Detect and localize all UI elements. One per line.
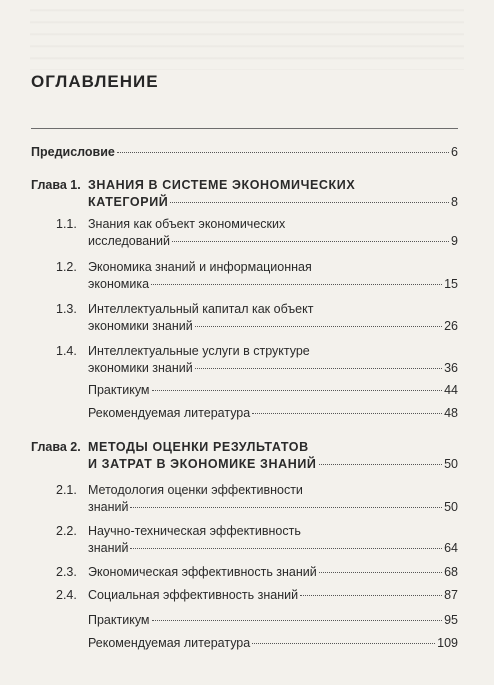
section-title-line: Социальная эффективность знаний — [88, 588, 299, 602]
leader-dots — [319, 464, 443, 465]
leader-dots — [152, 390, 443, 391]
section-title-line: знаний — [88, 541, 129, 555]
page-number: 109 — [437, 636, 458, 650]
leader-dots — [130, 507, 442, 508]
leader-dots — [117, 152, 449, 153]
section-title-line: экономики знаний — [88, 319, 193, 333]
page-number: 50 — [444, 457, 458, 471]
leader-dots — [300, 595, 442, 596]
section-number: 2.2. — [56, 524, 77, 538]
page-number: 6 — [451, 145, 458, 159]
section-title-line: Интеллектуальный капитал как объект — [88, 302, 314, 316]
leader-dots — [170, 202, 449, 203]
section-title-line: Экономическая эффективность знаний — [88, 565, 317, 579]
section-number: 2.4. — [56, 588, 77, 602]
section-number: 2.1. — [56, 483, 77, 497]
section-title-line: Практикум — [88, 383, 150, 397]
leader-dots — [195, 326, 442, 327]
section-title-line: исследований — [88, 234, 171, 248]
section-number: 1.1. — [56, 217, 77, 231]
leader-dots — [252, 643, 435, 644]
page-number: 95 — [444, 613, 458, 627]
chapter-title-line: ЗНАНИЯ В СИСТЕМЕ ЭКОНОМИЧЕСКИХ — [88, 178, 356, 192]
preface-label: Предисловие — [31, 145, 115, 159]
section-title-line: Экономика знаний и информационная — [88, 260, 312, 274]
section-title-line: Рекомендуемая литература — [88, 636, 251, 650]
section-title-line: Рекомендуемая литература — [88, 406, 251, 420]
page-number: 15 — [444, 277, 458, 291]
page-number: 26 — [444, 319, 458, 333]
page-number: 64 — [444, 541, 458, 555]
leader-dots — [252, 413, 442, 414]
section-title-line: Методология оценки эффективности — [88, 483, 303, 497]
leader-dots — [151, 284, 442, 285]
section-number: 1.2. — [56, 260, 77, 274]
leader-dots — [130, 548, 442, 549]
page-number: 44 — [444, 383, 458, 397]
chapter-title-line: МЕТОДЫ ОЦЕНКИ РЕЗУЛЬТАТОВ — [88, 440, 309, 454]
section-title-line: экономика — [88, 277, 150, 291]
chapter-number: Глава 2. — [31, 440, 81, 454]
heading-rule — [31, 128, 458, 129]
page-number: 8 — [451, 195, 458, 209]
section-title-line: знаний — [88, 500, 129, 514]
page-number: 50 — [444, 500, 458, 514]
page-number: 48 — [444, 406, 458, 420]
leader-dots — [152, 620, 443, 621]
page-number: 68 — [444, 565, 458, 579]
section-number: 2.3. — [56, 565, 77, 579]
page-number: 36 — [444, 361, 458, 375]
page-title: ОГЛАВЛЕНИЕ — [31, 72, 159, 91]
section-title-line: экономики знаний — [88, 361, 193, 375]
leader-dots — [319, 572, 442, 573]
chapter-title-line: И ЗАТРАТ В ЭКОНОМИКЕ ЗНАНИЙ — [88, 457, 317, 471]
toc-preface[interactable] — [31, 144, 458, 161]
leader-dots — [195, 368, 442, 369]
section-title-line: Интеллектуальные услуги в структуре — [88, 344, 310, 358]
chapter-title-line: КАТЕГОРИЙ — [88, 195, 169, 209]
chapter-number: Глава 1. — [31, 178, 81, 192]
page-number: 9 — [451, 234, 458, 248]
section-number: 1.4. — [56, 344, 77, 358]
section-number: 1.3. — [56, 302, 77, 316]
section-title-line: Практикум — [88, 613, 150, 627]
leader-dots — [172, 241, 449, 242]
section-title-line: Знания как объект экономических — [88, 217, 286, 231]
page-number: 87 — [444, 588, 458, 602]
section-title-line: Научно-техническая эффективность — [88, 524, 301, 538]
